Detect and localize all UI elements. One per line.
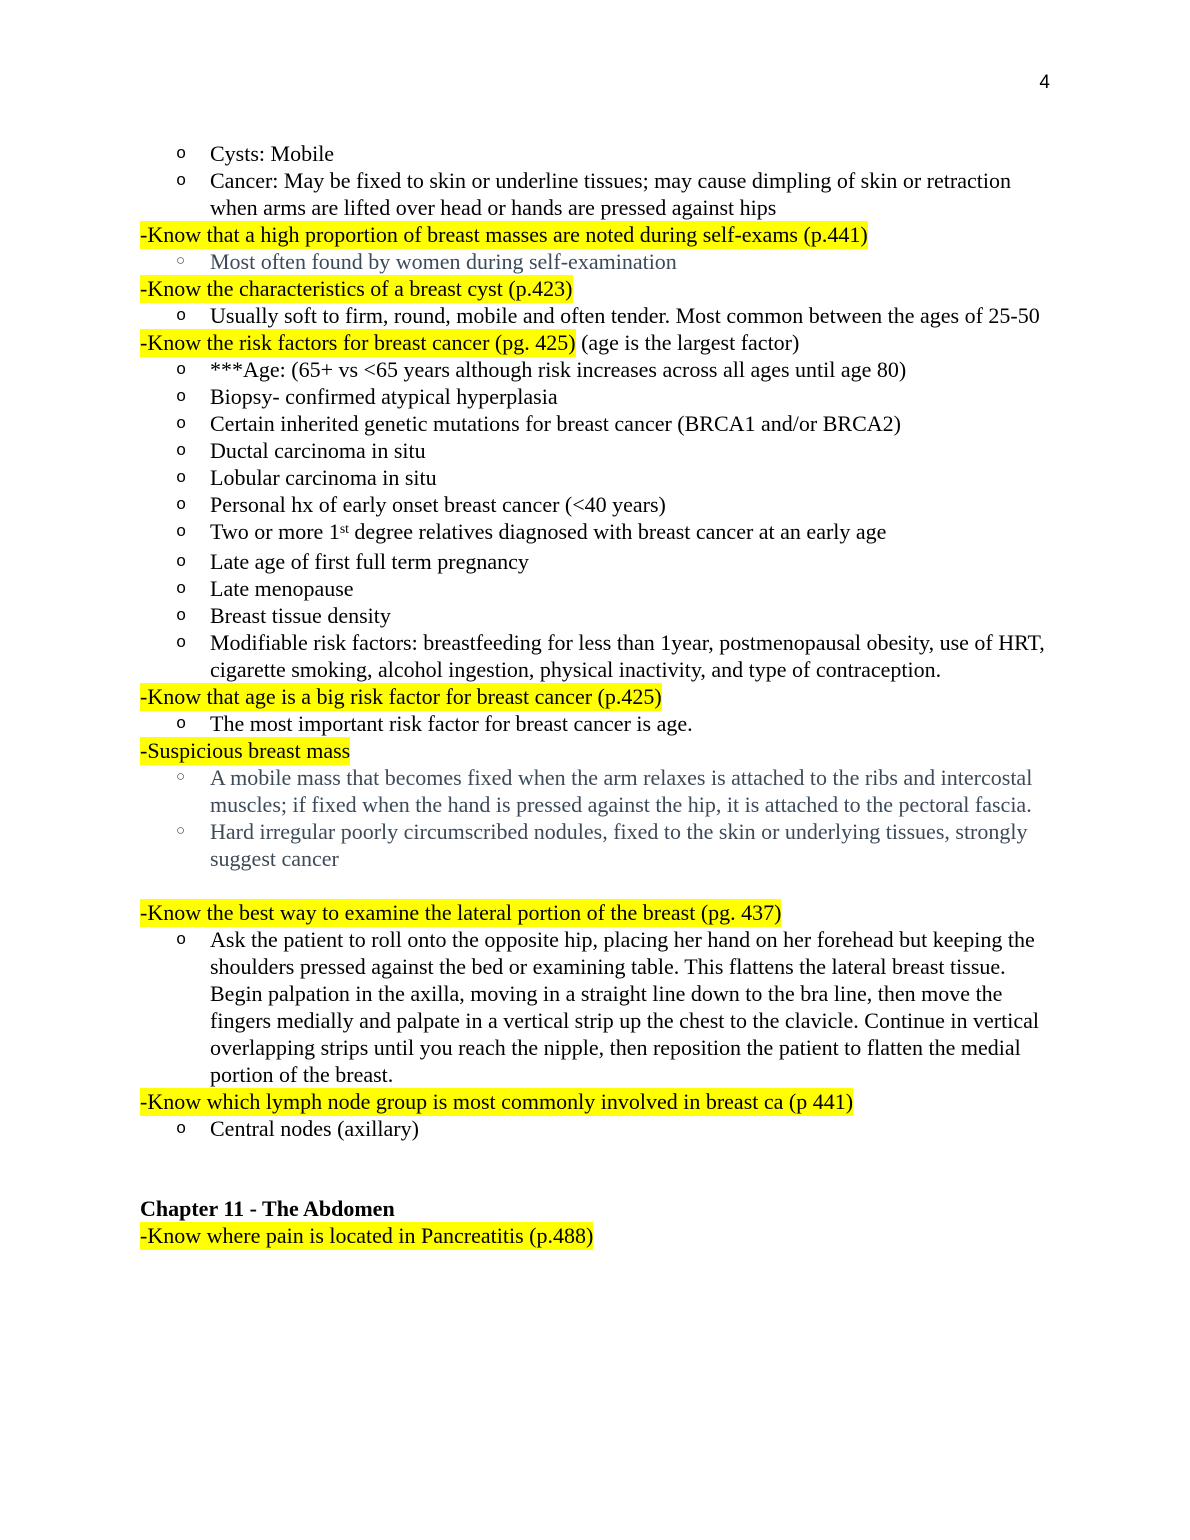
bullet-marker-icon: o [176,172,187,191]
list-item-text: ***Age: (65+ vs <65 years although risk increases across all ages until age 80) [210,357,907,382]
highlighted-line [140,1222,1052,1249]
list-item [140,518,1052,548]
list-item [140,629,1052,683]
list-item [140,602,1052,629]
bullet-marker-icon: o [176,469,187,488]
list-item [140,410,1052,437]
list-item-text: Certain inherited genetic mutations for breast cancer (BRCA1 and/or BRCA2) [210,411,901,436]
bullet-marker-icon: o [176,607,187,626]
bullet-marker-icon: o [176,442,187,461]
bullet-marker-icon: o [176,307,187,326]
bullet-marker-icon: o [176,415,187,434]
highlight-text: -Know the risk factors for breast cancer (pg. 425) [140,330,576,355]
list-item-text: Most often found by women during self-examination [210,249,677,274]
blank-line [140,1142,1052,1195]
list-item [140,1115,1052,1142]
list-item-text: Modifiable risk factors: breastfeeding for less than 1year, postmenopausal obesity, use of HRT, cigarette smoking, alcohol ingestion, physical inactivity, and type of contraception. [210,630,1045,682]
bullet-marker-icon: o [176,145,187,164]
highlight-text: -Suspicious breast mass [140,738,351,763]
highlighted-line [140,683,1052,710]
blank-line [140,872,1052,899]
highlighted-line [140,737,1052,764]
bullet-marker-icon: o [176,931,187,950]
list-item [140,710,1052,737]
list-item-text: Personal hx of early onset breast cancer (<40 years) [210,492,666,517]
list-item [140,548,1052,575]
list-item [140,491,1052,518]
highlighted-line [140,1088,1052,1115]
list-item [140,302,1052,329]
list-item-text: Hard irregular poorly circumscribed nodules, fixed to the skin or underlying tissues, strongly suggest cancer [210,819,1028,871]
bullet-marker-icon: o [176,388,187,407]
list-item [140,926,1052,1088]
list-item-text: Cysts: Mobile [210,141,335,166]
list-item-text: Lobular carcinoma in situ [210,465,437,490]
list-item [140,575,1052,602]
list-item [140,356,1052,383]
bullet-marker-icon: o [176,361,187,380]
list-item [140,764,1052,818]
list-item [140,818,1052,872]
list-item [140,167,1052,221]
list-item-text: Breast tissue density [210,603,391,628]
list-item [140,248,1052,275]
highlight-text: -Know which lymph node group is most commonly involved in breast ca (p 441) [140,1089,854,1114]
list-item-text: Central nodes (axillary) [210,1116,419,1141]
list-item [140,464,1052,491]
list-item-text: Ductal carcinoma in situ [210,438,426,463]
highlight-tail-text: (age is the largest factor) [575,330,800,355]
bullet-marker-icon: ○ [176,253,186,270]
list-item [140,383,1052,410]
bullet-marker-icon: ○ [176,769,186,786]
list-item [140,140,1052,167]
list-item-text: Usually soft to firm, round, mobile and often tender. Most common between the ages of 25-50 [210,303,1040,328]
bullet-marker-icon: o [176,553,187,572]
bullet-marker-icon: o [176,523,187,542]
bullet-marker-icon: o [176,634,187,653]
highlight-text: -Know the characteristics of a breast cyst (p.423) [140,276,573,301]
highlight-text: -Know that a high proportion of breast masses are noted during self-exams (p.441) [140,222,868,247]
highlighted-line [140,329,1052,356]
chapter-heading: Chapter 11 - The Abdomen [140,1196,395,1221]
bullet-marker-icon: o [176,580,187,599]
list-item-text: Biopsy- confirmed atypical hyperplasia [210,384,558,409]
list-item-text: The most important risk factor for breast cancer is age. [210,711,693,736]
highlight-text: -Know where pain is located in Pancreatitis (p.488) [140,1223,594,1248]
list-item-text: Late menopause [210,576,354,601]
bullet-marker-icon: ○ [176,823,186,840]
bullet-marker-icon: o [176,715,187,734]
bullet-marker-icon: o [176,496,187,515]
list-item-text: Two or more 1st degree relatives diagnosed with breast cancer at an early age [210,519,887,544]
list-item-text: Late age of first full term pregnancy [210,549,529,574]
list-item [140,437,1052,464]
highlight-text: -Know the best way to examine the lateral portion of the breast (pg. 437) [140,900,782,925]
bullet-marker-icon: o [176,1120,187,1139]
page-number: 4 [1039,72,1050,93]
highlight-text: -Know that age is a big risk factor for breast cancer (p.425) [140,684,662,709]
highlighted-line [140,221,1052,248]
highlighted-line [140,275,1052,302]
list-item-text: Ask the patient to roll onto the opposite hip, placing her hand on her forehead but keeping the shoulders pressed against the bed or examining table. This flattens the lateral breast tissue. Begin palpation in the axilla, moving in a straight line down to the bra line, then move the fingers medially and palpate in a vertical strip up the chest to the clavicle. Continue in vertical overlapping strips until you reach the nipple, then reposition the patient to flatten the medial portion of the breast. [210,927,1039,1087]
document-body [140,140,1052,1249]
highlighted-line [140,899,1052,926]
list-item-text: Cancer: May be fixed to skin or underline tissues; may cause dimpling of skin or retraction when arms are lifted over head or hands are pressed against hips [210,168,1011,220]
list-item-text: A mobile mass that becomes fixed when the arm relaxes is attached to the ribs and intercostal muscles; if fixed when the hand is pressed against the hip, it is attached to the pectoral fascia. [210,765,1033,817]
